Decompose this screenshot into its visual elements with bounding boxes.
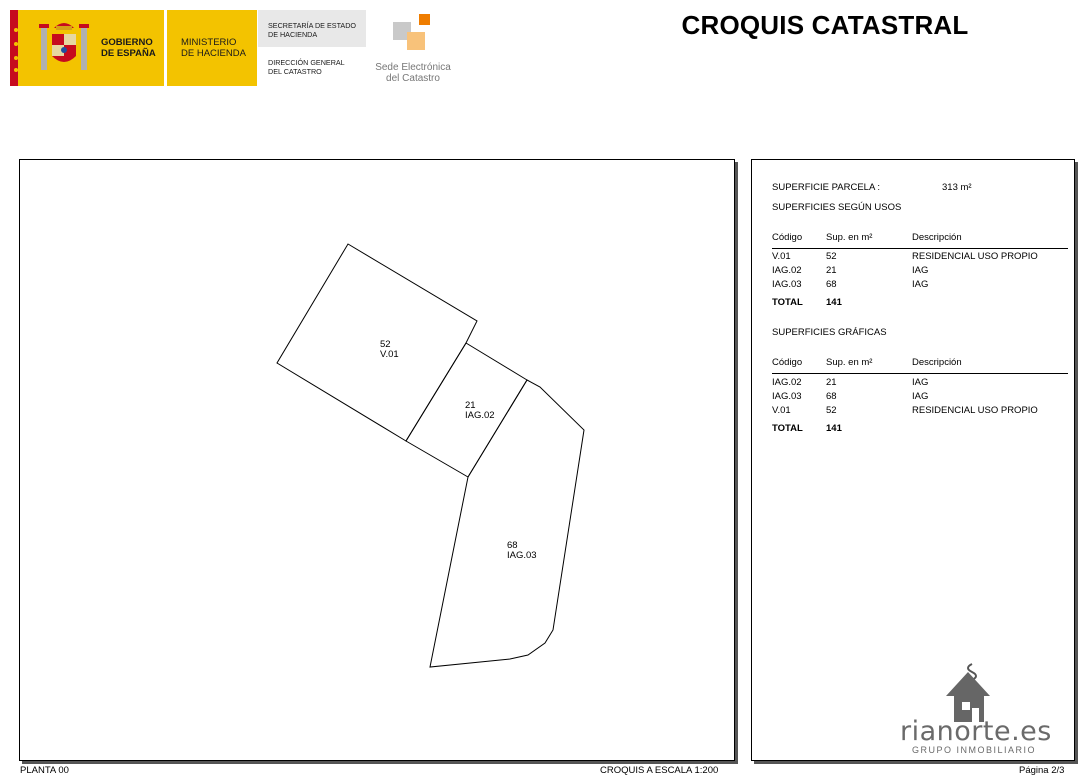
usos-row-desc: IAG	[912, 279, 929, 290]
graficas-col-sup: Sup. en m²	[826, 357, 873, 368]
graficas-total-value: 141	[826, 423, 842, 434]
usos-row-code: V.01	[772, 251, 791, 262]
graficas-row-desc: IAG	[912, 391, 929, 402]
gobierno-line1: GOBIERNO	[101, 37, 153, 48]
usos-row-desc: RESIDENCIAL USO PROPIO	[912, 251, 1038, 262]
gobierno-text	[101, 37, 156, 59]
sede-line2: del Catastro	[386, 73, 440, 84]
secretaria-line2: DE HACIENDA	[268, 30, 318, 39]
info-panel	[751, 159, 1075, 761]
ministerio-text	[181, 37, 246, 59]
header	[0, 0, 1080, 100]
parcel-iag02-code: IAG.02	[465, 410, 495, 421]
usos-row-sup: 52	[826, 251, 837, 262]
parcel-v01-area: 52	[380, 339, 391, 350]
usos-row-sup: 68	[826, 279, 837, 290]
usos-row-sup: 21	[826, 265, 837, 276]
direccion-line1: DIRECCIÓN GENERAL	[268, 58, 345, 67]
watermark-brand: rianorte.es	[900, 716, 1052, 747]
direccion-text	[268, 58, 345, 76]
usos-row-code: IAG.03	[772, 279, 802, 290]
coat-of-arms-icon	[36, 16, 92, 82]
graficas-row-sup: 68	[826, 391, 837, 402]
direccion-line2: DEL CATASTRO	[268, 67, 322, 76]
parcel-iag03[interactable]	[430, 380, 584, 667]
graficas-title: SUPERFICIES GRÁFICAS	[772, 327, 887, 338]
map-panel	[19, 159, 735, 761]
page-title: CROQUIS CATASTRAL	[681, 10, 969, 40]
usos-row-desc: IAG	[912, 265, 929, 276]
graficas-row-code: IAG.03	[772, 391, 802, 402]
sede-line1: Sede Electrónica	[375, 62, 451, 73]
watermark-tagline: GRUPO INMOBILIARIO	[912, 745, 1037, 755]
parcel-iag02-area: 21	[465, 400, 476, 411]
graficas-col-desc: Descripción	[912, 357, 962, 368]
graficas-divider	[772, 373, 1068, 374]
graficas-row-desc: RESIDENCIAL USO PROPIO	[912, 405, 1038, 416]
graficas-row-code: V.01	[772, 405, 791, 416]
ministerio-line1: MINISTERIO	[181, 37, 237, 48]
superficie-parcela-label: SUPERFICIE PARCELA :	[772, 182, 881, 193]
gobierno-block	[28, 10, 164, 86]
sede-electronica-logo-icon	[385, 12, 445, 62]
graficas-row-desc: IAG	[912, 377, 929, 388]
sede-text	[363, 62, 463, 84]
graficas-total-label: TOTAL	[772, 423, 803, 434]
usos-row-code: IAG.02	[772, 265, 802, 276]
graficas-row-sup: 21	[826, 377, 837, 388]
parcel-sketch	[20, 160, 734, 760]
graficas-col-codigo: Código	[772, 357, 803, 368]
usos-col-sup: Sup. en m²	[826, 232, 873, 243]
secretaria-block	[258, 10, 366, 47]
usos-col-desc: Descripción	[912, 232, 962, 243]
graficas-row-code: IAG.02	[772, 377, 802, 388]
usos-total-value: 141	[826, 297, 842, 308]
parcel-iag03-area: 68	[507, 540, 518, 551]
usos-title: SUPERFICIES SEGÚN USOS	[772, 202, 902, 213]
secretaria-line1: SECRETARÍA DE ESTADO	[268, 21, 356, 30]
footer-planta: PLANTA 00	[20, 765, 69, 776]
parcel-iag03-code: IAG.03	[507, 550, 537, 561]
footer-escala: CROQUIS A ESCALA 1:200	[600, 765, 719, 776]
ministerio-line2: DE HACIENDA	[181, 48, 246, 59]
star-icon	[12, 26, 22, 76]
usos-divider	[772, 248, 1068, 249]
graficas-row-sup: 52	[826, 405, 837, 416]
usos-col-codigo: Código	[772, 232, 803, 243]
footer-pagina: Página 2/3	[1019, 765, 1065, 776]
gobierno-line2: DE ESPAÑA	[101, 48, 156, 59]
superficie-parcela-value: 313 m²	[942, 182, 972, 193]
usos-total-label: TOTAL	[772, 297, 803, 308]
parcel-v01[interactable]	[277, 244, 477, 441]
ministerio-block	[167, 10, 257, 86]
parcel-v01-code: V.01	[380, 349, 399, 360]
